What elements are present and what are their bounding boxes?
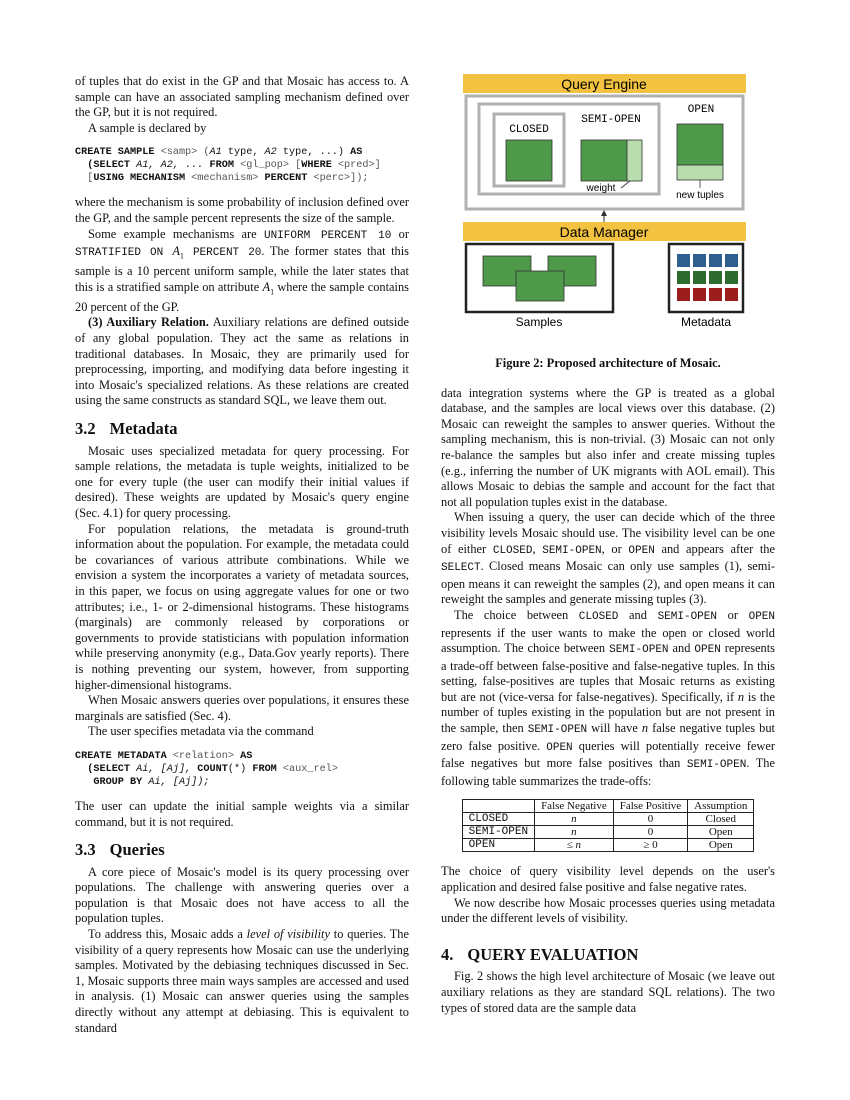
table-cell: 0 — [613, 826, 687, 839]
metadata-cell — [725, 288, 738, 301]
left-column — [75, 74, 409, 1036]
paragraph: The user specifies metadata via the command — [88, 724, 314, 739]
weight-pointer — [621, 181, 630, 188]
section-heading: 4. QUERY EVALUATION — [441, 944, 639, 964]
table-header: False Positive — [613, 800, 687, 813]
table-cell: ≥ 0 — [613, 839, 687, 852]
paragraph: When Mosaic answers queries over populations, it ensures these marginals are satisfied (Sec. 4). — [75, 693, 409, 723]
paragraph: We now describe how Mosaic processes queries using metadata under the different levels of visibility. — [441, 895, 775, 926]
metadata-cell — [725, 271, 738, 284]
section-heading: 3.2 Metadata — [75, 419, 178, 439]
architecture-figure — [463, 74, 746, 336]
metadata-cell — [677, 288, 690, 301]
closed-label: CLOSED — [509, 124, 549, 136]
metadata-grid — [677, 254, 738, 301]
metadata-cell — [677, 254, 690, 267]
table-cell: n — [535, 826, 614, 839]
paragraph: (3) Auxiliary Relation. Auxiliary relations are defined outside of any global population. They act the same as relations in traditional databases. In Mosaic, they are primarily used for preprocessing, importing, and modifying data before ingesting it into Mosaic's specialized relations. As these relations are created using the same constructs as standard SQL, we leave them out. — [75, 315, 409, 408]
metadata-label: Metadata — [680, 315, 732, 329]
figure-caption: Figure 2: Proposed architecture of Mosaic. — [495, 356, 721, 370]
table-header-row — [462, 800, 754, 813]
metadata-cell — [693, 288, 706, 301]
table-cell: n — [535, 813, 614, 826]
new-tuples-row — [677, 165, 723, 180]
tradeoff-table — [462, 799, 755, 852]
sample-block — [516, 271, 564, 301]
metadata-cell — [709, 288, 722, 301]
code-create-metadata: CREATE METADATA <relation> AS (SELECT Ai, [Aj], COUNT(*) FROM <aux_rel> GROUP BY Ai, [Aj]); — [75, 750, 338, 788]
flow-arrow-head — [601, 210, 607, 216]
table-row — [462, 813, 754, 826]
metadata-cell — [693, 271, 706, 284]
weight-column — [627, 140, 642, 181]
metadata-cell — [677, 271, 690, 284]
table-header: False Negative — [535, 800, 614, 813]
table-cell: Closed — [688, 813, 754, 826]
section-heading: 3.3 Queries — [75, 840, 165, 860]
semi-open-sample — [581, 140, 627, 181]
metadata-cell — [725, 254, 738, 267]
metadata-cell — [709, 271, 722, 284]
table-row — [462, 826, 754, 839]
table-cell: 0 — [613, 813, 687, 826]
paragraph: To address this, Mosaic adds a level of visibility to queries. The visibility of a query represents how Mosaic can use the underlying samples. Motivated by the debiasing techniques discussed in Sec. 1, Mosaic supports three main ways samples are accessed and used in analysis. (1) Mosaic can answer queries using the samples directly without any attempt at debiasing. This is equivalent to standard — [75, 927, 409, 1035]
metadata-cell — [709, 254, 722, 267]
paragraph: of tuples that do exist in the GP and that Mosaic has access to. A sample can have an associated sampling mechanism defined over the GP, but it is not required. — [75, 74, 409, 120]
paragraph: Some example mechanisms are UNIFORM PERCENT 10 or STRATIFIED ON $A_1$ PERCENT 20. The former states that this sample is a 10 percent uniform sample, while the later states that this is a stratified sample on attribute $A_1$ where the sample contains 20 percent of the GP. — [75, 226, 410, 314]
table-cell: OPEN — [462, 839, 534, 852]
paragraph: A sample is declared by — [88, 120, 207, 135]
semi-open-label: SEMI-OPEN — [581, 114, 641, 126]
paragraph: A core piece of Mosaic's model is its query processing over populations. The challenge with answering queries over a population is that Mosaic does not have access to all the population tuples. — [75, 864, 409, 926]
table-cell: SEMI-OPEN — [462, 826, 534, 839]
paragraph: where the mechanism is some probability of inclusion defined over the GP, and the sample percent represents the size of the sample. — [75, 195, 409, 225]
samples-label: Samples — [515, 315, 563, 329]
code-create-sample: CREATE SAMPLE <samp> (A1 type, A2 type, ...) AS (SELECT A1, A2, ... FROM <gl_pop> [WHERE <pred>] [USING MECHANISM <mechanism> PERCENT <perc>]); — [75, 147, 381, 185]
table-cell: CLOSED — [462, 813, 534, 826]
open-sample — [677, 124, 723, 165]
right-column — [441, 344, 775, 1016]
paragraph: When issuing a query, the user can decide which of the three visibility levels Mosaic should use. The visibility level can be one of either CLOSED, SEMI-OPEN, or OPEN and appears after the SELECT. Closed means Mosaic can only use samples (1), semi-open means it can reweight the samples (2), and open means it can reweight the samples and generate missing tuples (3). — [441, 510, 776, 607]
weight-label: weight — [586, 183, 616, 194]
open-label: OPEN — [687, 104, 715, 116]
paragraph: The choice between CLOSED and SEMI-OPEN or OPEN represents if the user wants to make the open or closed world assumption. The choice between SEMI-OPEN and OPEN represents a trade-off between false-positive and false-negative tuples. In this setting, false-positives are tuples that Mosaic returns as existing but are not (vice-versa for false-negatives). Specifically, if n is the number of tuples existing in the population but are not present in the sample, then SEMI-OPEN will have n false negative tuples but zero false positive. OPEN queries will potentially receive fewer false negatives but more false positives than SEMI-OPEN. The following table summarizes the trade-offs: — [441, 607, 776, 788]
table-row — [462, 839, 754, 852]
new-tuples-label: new tuples — [676, 190, 724, 201]
table-cell: ≤ n — [535, 839, 614, 852]
paragraph: For population relations, the metadata is ground-truth information about the population. For example, the metadata could be covariances of various attribute combinations. While we envision a system the incorporates a variety of metadata sources, in this paper, we focus on using aggregate values for one or two attributes; i.e., 1- or 2-dimensional histograms. These histograms (marginals) are commonly released by corporations or governments to provide statisticians with population information while preserving anonymity (e.g., Data.Gov yearly reports). There is nothing preventing our system, however, from supporting higher-dimensional histograms. — [75, 521, 409, 692]
paragraph: The user can update the initial sample weights via a similar command, but it is not required. — [75, 798, 409, 829]
table-cell: Open — [688, 826, 754, 839]
paragraph: data integration systems where the GP is treated as a global database, and the samples are local views over this database. (2) Mosaic can reweight the samples to answer queries. Without the sampling mechanism, this is non-trivial. (3) Mosaic can not only re-balance the samples but also infer and create missing tuples (e.g., inferring the number of UK migrants with AOL email). This allows Mosaic to debias the sample and account for the fact that not all population tuples exist in the database. — [441, 385, 775, 509]
paragraph: Fig. 2 shows the high level architecture of Mosaic (we leave out auxiliary relations as they are standard SQL relations). The two types of stored data are the sample data — [441, 969, 775, 1015]
closed-sample — [506, 140, 552, 181]
table-cell: Open — [688, 839, 754, 852]
architecture-diagram — [463, 74, 746, 336]
paragraph: Mosaic uses specialized metadata for query processing. For sample relations, the metadata is tuple weights, initialized to be one for every tuple (the user can modify their initial values if desired). These weights are updated by Mosaic's query engine (Sec. 4.1) for query processing. — [75, 443, 409, 520]
table-header — [462, 800, 534, 813]
query-engine-label: Query Engine — [561, 76, 647, 92]
metadata-cell — [693, 254, 706, 267]
table-header: Assumption — [688, 800, 754, 813]
data-manager-label: Data Manager — [559, 224, 649, 240]
paragraph: The choice of query visibility level depends on the user's application and desired false positive and false negative rates. — [441, 864, 775, 895]
